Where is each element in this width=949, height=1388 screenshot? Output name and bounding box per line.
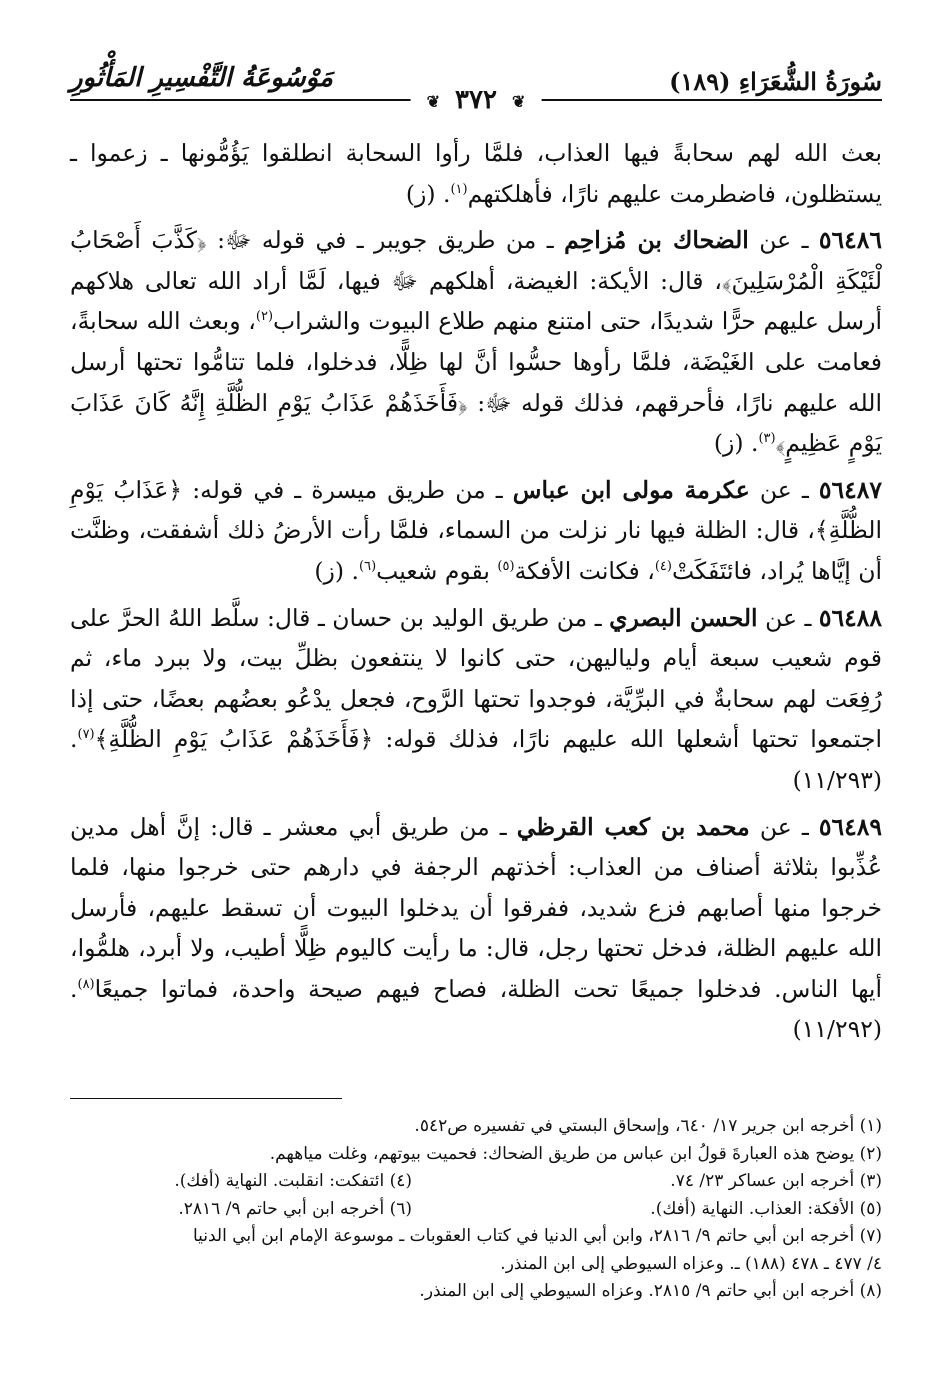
book-title: مَوْسُوعَةُ التَّفْسِيرِ المَأْثُورِ (70, 63, 333, 93)
paragraph-continuation: بعث الله لهم سحابةً فيها العذاب، فلمَّا رأوا السحابة انطلقوا يَؤُمُّونها ـ زعموا ـ يستظلون، فاضطرمت عليهم نارًا، فأهلكتهم$^{(١)}$. (ز) (70, 139, 882, 208)
footnote-7: (٧) أخرجه ابن أبي حاتم ٩/ ٢٨١٦، وابن أبي الدنيا في كتاب العقوبات ـ موسوعة الإمام ابن أبي الدنيا (192, 1226, 882, 1246)
footnote-2: (٢) يوضح هذه العبارةَ قولُ ابن عباس من طريق الضحاك: فحميت بيوتهم، وغلت مياههم. (269, 1143, 882, 1164)
footnotes (70, 1113, 882, 1306)
footnote-ref[interactable]: (٧) (77, 727, 95, 743)
footnote-ref[interactable]: (٤) (654, 559, 672, 575)
footnote-5: (٥) الأفكة: العذاب. النهاية (أفك). (650, 1198, 882, 1219)
narrator-name: الضحاك بن مُزاحِم (564, 226, 749, 255)
narrator-name: عكرمة مولى ابن عباس (512, 475, 750, 504)
narration-number: ٥٦٤٨٨ (818, 603, 882, 632)
footnote-ref[interactable]: (٦) (359, 559, 377, 575)
footnote-ref[interactable]: (٢) (255, 309, 274, 325)
narration-number: ٥٦٤٨٩ (818, 812, 882, 841)
footnote-ref[interactable]: (١) (450, 181, 468, 197)
page-number-block (411, 85, 542, 115)
page-number: ٣٧٢ (455, 85, 497, 115)
footnote-1: (١) أخرجه ابن جرير ١٧/ ٦٤٠، وإسحاق البستي في تفسيره ص٥٤٢. (414, 1116, 882, 1136)
footnote-7-continued: ٤/ ٤٧٧ ـ ٤٧٨ (١٨٨) ـ. وعزاه السيوطي إلى ابن المنذر. (500, 1253, 882, 1274)
narration-number: ٥٦٤٨٦ (818, 226, 882, 255)
ornament-icon: ❦ (426, 91, 440, 111)
page (70, 55, 882, 1355)
ornament-icon: ❦ (512, 91, 526, 111)
footnote-ref[interactable]: (٣) (758, 431, 776, 447)
footnote-row (70, 1168, 882, 1196)
footnote-4: (٤) ائتفكت: انقلبت. النهاية (أفك). (174, 1171, 412, 1191)
footnote-row (70, 1196, 882, 1224)
narrator-name: الحسن البصري (609, 603, 758, 632)
narration-56488: ٥٦٤٨٨ ـ عن الحسن البصري ـ من طريق الوليد بن حسان ـ قال: سلَّط اللهُ الحرَّ على قوم شعيب سبعة أيام ولياليهن، حتى كانوا لا ينتفعون بظلِّ بيت، ولا ببرد ماء، ثم رُفِعَت لهم سحابةٌ في البرِّيَّة، فوجدوا تحتها الرَّوح، فجعل يدْعُو بعضُهم بعضًا، حتى إذا اجتمعوا تحتها أشعلها الله عليهم نارًا، فذلك قوله: ﴿فَأَخَذَهُمْ عَذَابُ يَوْمِ الظُّلَّةِ﴾$^{(٧)}$. (١١/٢٩٣) (70, 603, 882, 794)
narration-number: ٥٦٤٨٧ (818, 475, 882, 504)
narrator-name: محمد بن كعب القرظي (516, 812, 750, 841)
narration-56489: ٥٦٤٨٩ ـ عن محمد بن كعب القرظي ـ من طريق أبي معشر ـ قال: إنَّ أهل مدين عُذِّبوا بثلاثة أصناف من العذاب: أخذتهم الرجفة في دارهم حتى خرجوا منها، فلما خرجوا منها أصابهم فزع شديد، ففرقوا أن يدخلوا البيوت أن تسقط عليهم، فأرسل الله عليهم الظلة، فدخل تحتها رجل، قال: ما رأيت كاليوم ظِلًّا أطيب، ولا أبرد، هلمُّوا، أيها الناس. فدخلوا جميعًا تحت الظلة، فصاح فيهم صيحة واحدة، فماتوا جميعًا$^{(٨)}$. (١١/٢٩٢) (70, 812, 882, 1044)
footnote-ref[interactable]: (٥) (497, 559, 515, 575)
narration-56486: ٥٦٤٨٦ ـ عن الضحاك بن مُزاحِم ـ من طريق جويبر ـ في قوله ﷻ: ﴿كَذَّبَ أَصْحَابُ لْئَيْكَةِ الْمُرْسَلِينَ﴾، قال: الأيكة: الغيضة، أهلكهم ﷻ فيها، لَمَّا أراد الله تعالى هلاكهم أرسل عليهم حرًّا شديدًا، حتى امتنع منهم طلاع البيوت والشراب$^{(٢)}$، وبعث الله سحابةً، فعامت على الغَيْضَة، فلمَّا رأوها حسُّوا أنَّ لها ظِلًّا، فدخلوا، فلما تتامُّوا تحتها أرسل الله عليهم نارًا، فأحرقهم، فذلك قوله ﷻ: ﴿فَأَخَذَهُمْ عَذَابُ يَوْمِ الظُّلَّةِ إِنَّهُ كَانَ عَذَابَ يَوْمٍ عَظِيمٍ﴾$^{(٣)}$. (ز) (70, 226, 883, 458)
main-text (70, 133, 882, 1056)
page-header (70, 55, 882, 115)
footnote-6: (٦) أخرجه ابن أبي حاتم ٩/ ٢٨١٦. (178, 1198, 412, 1219)
footnote-separator (70, 1098, 342, 1099)
narration-56487: ٥٦٤٨٧ ـ عن عكرمة مولى ابن عباس ـ من طريق ميسرة ـ في قوله: ﴿عَذَابُ يَوْمِ الظُّلَّةِ﴾، قال: الظلة فيها نار نزلت من السماء، فلمَّا رأت الأرضُ ذلك أشفقت، وظنَّت أن إيَّاها يُراد، فائتَفَكَتْ$^{(٤)}$، فكانت الأفكة$^{(٥)}$ بقوم شعيب$^{(٦)}$. (ز) (70, 475, 882, 585)
footnote-3: (٣) أخرجه ابن عساكر ٢٣/ ٧٤. (670, 1171, 882, 1191)
surah-header: سُورَةُ الشُّعَرَاءِ (١٨٩) (669, 67, 882, 96)
footnote-ref[interactable]: (٨) (77, 977, 95, 993)
footnote-8: (٨) أخرجه ابن أبي حاتم ٩/ ٢٨١٥. وعزاه السيوطي إلى ابن المنذر. (419, 1281, 882, 1301)
